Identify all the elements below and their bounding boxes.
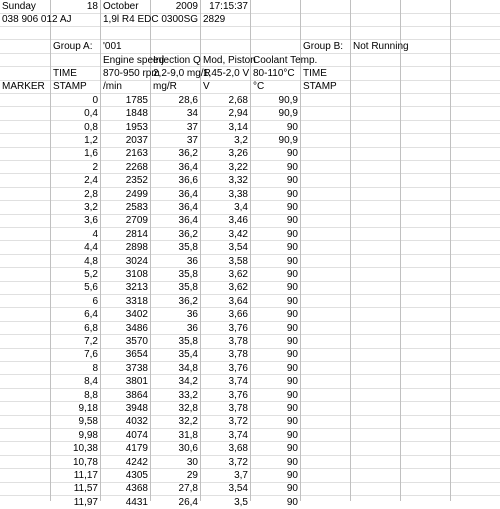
cell-coolant[interactable]: 90 [286,309,298,321]
header-row-1 [0,0,500,13]
cell-piston[interactable]: 3,76 [228,389,248,401]
col-coolant[interactable]: Coolant Temp. [253,54,318,66]
table-row [0,201,500,214]
cell-injection[interactable]: 32,2 [178,416,198,428]
cell-coolant[interactable]: 90,9 [278,108,298,120]
table-row [0,281,500,294]
cell-piston[interactable]: 3,62 [228,269,248,280]
cell-engine[interactable]: 1,9l R4 EDC 0300SG [103,14,199,26]
cell-stamp[interactable]: 7,6 [84,349,98,361]
cell-injection[interactable]: 37 [186,121,198,133]
cell-year[interactable]: 2009 [175,1,198,12]
table-row [0,161,500,174]
cell-engine-speed[interactable]: 2709 [125,215,148,227]
cell-month[interactable]: October [103,1,139,12]
cell-stamp[interactable]: 2,4 [84,175,98,187]
cell-engine-speed[interactable]: 3108 [125,269,148,280]
cell-stamp[interactable]: 11,17 [73,470,98,481]
group-a-value[interactable]: '001 [103,41,122,53]
cell-coolant[interactable]: 90 [286,443,298,455]
cell-piston[interactable]: 3,42 [228,228,248,240]
cell-stamp[interactable]: 0 [92,94,98,106]
table-row [0,308,500,321]
cell-coolant[interactable]: 90 [286,322,298,334]
cell-engine-speed[interactable]: 3654 [125,349,148,361]
cell-stamp[interactable]: 8,8 [84,389,98,401]
table-row [0,469,500,482]
cell-injection[interactable]: 27,8 [178,483,198,495]
cell-engine-speed[interactable]: 3402 [125,309,148,321]
table-row [0,121,500,134]
cell-piston[interactable]: 3,72 [228,456,248,468]
cell-piston[interactable]: 3,7 [234,470,248,481]
cell-piston[interactable]: 3,76 [228,322,248,334]
cell-injection[interactable]: 34 [186,108,198,120]
cell-injection[interactable]: 36 [186,309,198,321]
cell-engine-speed[interactable]: 4179 [125,443,148,455]
cell-injection[interactable]: 31,8 [178,429,198,441]
table-row [0,241,500,254]
cell-coolant[interactable]: 90 [286,228,298,240]
cell-injection[interactable]: 30 [186,456,198,468]
cell-engine-speed[interactable]: 3213 [125,282,148,294]
table-row [0,94,500,107]
table-row [0,295,500,308]
range-coolant[interactable]: 80-110°C [253,68,295,79]
cell-piston[interactable]: 3,76 [228,362,248,374]
cell-part-number[interactable]: 038 906 012 AJ [2,14,72,26]
cell-piston[interactable]: 3,5 [234,496,248,508]
cell-injection[interactable]: 36 [186,322,198,334]
cell-piston[interactable]: 3,2 [234,135,248,146]
cell-stamp[interactable]: 8 [92,362,98,374]
cell-stamp[interactable]: 8,4 [84,376,98,388]
cell-time[interactable]: 17:15:37 [209,1,248,12]
range-speed[interactable]: 870-950 rpm [103,68,160,79]
cell-stamp[interactable]: 5,6 [84,282,98,294]
cell-coolant[interactable]: 90 [286,483,298,495]
cell-code[interactable]: 2829 [203,14,226,26]
cell-injection[interactable]: 30,6 [178,443,198,455]
unit-injection[interactable]: mg/R [153,81,177,93]
group-b-label[interactable]: Group B: [303,41,344,53]
cell-engine-speed[interactable]: 3570 [125,336,148,347]
cell-engine-speed[interactable]: 1953 [125,121,148,133]
cell-injection[interactable]: 33,2 [178,389,198,401]
cell-injection[interactable]: 36,4 [178,188,198,200]
cell-piston[interactable]: 3,74 [228,429,248,441]
cell-coolant[interactable]: 90 [286,161,298,173]
cell-day[interactable]: Sunday [2,1,36,12]
table-row [0,402,500,415]
table-row [0,134,500,147]
cell-stamp[interactable]: 9,18 [78,403,98,414]
cell-stamp[interactable]: 0,8 [84,121,98,133]
cell-coolant[interactable]: 90 [286,362,298,374]
cell-stamp[interactable]: 11,97 [73,496,98,508]
cell-engine-speed[interactable]: 4431 [125,496,148,508]
cell-engine-speed[interactable]: 2352 [125,175,148,187]
cell-injection[interactable]: 35,8 [178,282,198,294]
table-row [0,348,500,361]
cell-piston[interactable]: 3,22 [228,161,248,173]
table-row [0,442,500,455]
table-row [0,389,500,402]
table-row [0,375,500,388]
cell-coolant[interactable]: 90 [286,175,298,187]
cell-engine-speed[interactable]: 1848 [125,108,148,120]
cell-stamp[interactable]: 6,8 [84,322,98,334]
range-piston[interactable]: 1,45-2,0 V [203,68,250,79]
cell-stamp[interactable]: 9,58 [78,416,98,428]
cell-piston[interactable]: 2,94 [228,108,248,120]
cell-coolant[interactable]: 90 [286,429,298,441]
cell-engine-speed[interactable]: 3801 [125,376,148,388]
table-row [0,214,500,227]
cell-injection[interactable]: 36,2 [178,228,198,240]
table-row [0,188,500,201]
unit-coolant[interactable]: °C [253,81,265,93]
cell-piston[interactable]: 3,32 [228,175,248,187]
cell-piston[interactable]: 3,54 [228,242,248,254]
cell-injection[interactable]: 35,8 [178,269,198,280]
cell-piston[interactable]: 3,78 [228,403,248,414]
cell-injection[interactable]: 35,4 [178,349,198,361]
cell-coolant[interactable]: 90 [286,269,298,280]
table-row [0,255,500,268]
cell-injection[interactable]: 36,2 [178,295,198,307]
cell-injection[interactable]: 34,2 [178,376,198,388]
cell-coolant[interactable]: 90 [286,255,298,267]
cell-coolant[interactable]: 90 [286,202,298,213]
cell-piston[interactable]: 3,58 [228,255,248,267]
cell-coolant[interactable]: 90 [286,295,298,307]
cell-engine-speed[interactable]: 2268 [125,161,148,173]
cell-coolant[interactable]: 90 [286,389,298,401]
cell-engine-speed[interactable]: 4368 [125,483,148,495]
cell-engine-speed[interactable]: 4305 [125,470,148,481]
cell-piston[interactable]: 3,78 [228,336,248,347]
cell-coolant[interactable]: 90,9 [278,135,298,146]
table-row [0,228,500,241]
cell-stamp[interactable]: 0,4 [84,108,98,120]
col-piston[interactable]: Mod, Piston [203,54,256,66]
cell-stamp[interactable]: 6,4 [84,309,98,321]
cell-stamp[interactable]: 4 [92,228,98,240]
table-row [0,335,500,348]
cell-injection[interactable]: 36,4 [178,215,198,227]
cell-injection[interactable]: 35,8 [178,242,198,254]
cell-engine-speed[interactable]: 2037 [125,135,148,146]
cell-piston[interactable]: 3,46 [228,215,248,227]
cell-injection[interactable]: 36,4 [178,202,198,213]
cell-stamp[interactable]: 9,98 [78,429,98,441]
table-row [0,415,500,428]
cell-injection[interactable]: 34,8 [178,362,198,374]
column-range-row [0,67,500,80]
cell-piston[interactable]: 3,72 [228,416,248,428]
cell-stamp[interactable]: 2 [92,161,98,173]
table-row [0,456,500,469]
cell-coolant[interactable]: 90 [286,121,298,133]
cell-piston[interactable]: 3,68 [228,443,248,455]
cell-coolant[interactable]: 90 [286,336,298,347]
cell-piston[interactable]: 3,4 [234,202,248,213]
cell-engine-speed[interactable]: 2583 [125,202,148,213]
group-row [0,40,500,53]
header-row-2 [0,13,500,26]
cell-injection[interactable]: 36,4 [178,161,198,173]
cell-injection[interactable]: 29 [186,470,198,481]
cell-piston[interactable]: 3,74 [228,376,248,388]
col-stamp[interactable]: STAMP [53,81,87,93]
cell-coolant[interactable]: 90 [286,416,298,428]
cell-coolant[interactable]: 90 [286,242,298,254]
cell-injection[interactable]: 32,8 [178,403,198,414]
cell-injection[interactable]: 35,8 [178,336,198,347]
cell-stamp[interactable]: 1,2 [84,135,98,146]
cell-piston[interactable]: 3,64 [228,295,248,307]
cell-stamp[interactable]: 5,2 [84,269,98,280]
cell-stamp[interactable]: 4,8 [84,255,98,267]
cell-stamp[interactable]: 3,6 [84,215,98,227]
cell-engine-speed[interactable]: 3486 [125,322,148,334]
cell-engine-speed[interactable]: 3738 [125,362,148,374]
cell-stamp[interactable]: 11,57 [73,483,98,495]
cell-stamp[interactable]: 4,4 [84,242,98,254]
cell-coolant[interactable]: 90 [286,282,298,294]
col-injection[interactable]: Injection Q [153,54,201,66]
cell-injection[interactable]: 36 [186,255,198,267]
cell-piston[interactable]: 3,66 [228,309,248,321]
cell-date-num[interactable]: 18 [86,1,98,12]
cell-stamp[interactable]: 3,2 [84,202,98,213]
table-row [0,147,500,160]
cell-engine-speed[interactable]: 1785 [125,94,148,106]
cell-stamp[interactable]: 10,78 [72,456,98,468]
cell-engine-speed[interactable]: 4032 [125,416,148,428]
table-row [0,174,500,187]
table-row [0,268,500,281]
cell-piston[interactable]: 3,54 [228,483,248,495]
cell-engine-speed[interactable]: 3318 [125,295,148,307]
cell-stamp[interactable]: 2,8 [84,188,98,200]
table-row [0,107,500,120]
cell-coolant[interactable]: 90 [286,349,298,361]
col-time-label[interactable]: TIME [53,68,77,79]
cell-engine-speed[interactable]: 3864 [125,389,148,401]
cell-stamp[interactable]: 10,38 [72,443,98,455]
cell-coolant[interactable]: 90 [286,215,298,227]
table-row [0,322,500,335]
unit-speed[interactable]: /min [103,81,122,93]
cell-coolant[interactable]: 90 [286,403,298,414]
cell-coolant[interactable]: 90 [286,456,298,468]
range-injection[interactable]: 2,2-9,0 mg/R [153,68,211,79]
unit-piston[interactable]: V [203,81,210,93]
table-row [0,496,500,509]
cell-engine-speed[interactable]: 2814 [125,228,148,240]
cell-stamp[interactable]: 7,2 [84,336,98,347]
cell-injection[interactable]: 28,6 [178,94,198,106]
col-marker[interactable]: MARKER [2,81,45,93]
col-engine-speed[interactable]: Engine speed [103,54,165,66]
table-row [0,482,500,495]
group-b-value[interactable]: Not Running [353,41,409,53]
cell-stamp[interactable]: 1,6 [84,148,98,160]
cell-engine-speed[interactable]: 3948 [125,403,148,414]
cell-injection[interactable]: 26,4 [178,496,198,508]
col-time-label-b[interactable]: TIME [303,68,327,79]
group-a-label[interactable]: Group A: [53,41,93,53]
cell-piston[interactable]: 3,26 [228,148,248,160]
cell-engine-speed[interactable]: 4242 [125,456,148,468]
cell-engine-speed[interactable]: 2163 [125,148,148,160]
table-row [0,429,500,442]
cell-stamp[interactable]: 6 [92,295,98,307]
cell-injection[interactable]: 36,6 [178,175,198,187]
cell-injection[interactable]: 36,2 [178,148,198,160]
cell-engine-speed[interactable]: 3024 [125,255,148,267]
cell-piston[interactable]: 3,78 [228,349,248,361]
col-stamp-b[interactable]: STAMP [303,81,337,93]
cell-piston[interactable]: 3,38 [228,188,248,200]
table-row [0,362,500,375]
cell-piston[interactable]: 3,62 [228,282,248,294]
cell-piston[interactable]: 3,14 [228,121,248,133]
cell-engine-speed[interactable]: 2898 [125,242,148,254]
cell-injection[interactable]: 37 [186,135,198,146]
cell-engine-speed[interactable]: 4074 [125,429,148,441]
cell-engine-speed[interactable]: 2499 [125,188,148,200]
column-unit-row [0,80,500,93]
cell-piston[interactable]: 2,68 [228,94,248,106]
column-title-row [0,54,500,67]
cell-coolant[interactable]: 90 [286,148,298,160]
cell-coolant[interactable]: 90 [286,376,298,388]
cell-coolant[interactable]: 90 [286,470,298,481]
cell-coolant[interactable]: 90 [286,496,298,508]
cell-coolant[interactable]: 90 [286,188,298,200]
cell-coolant[interactable]: 90,9 [278,94,298,106]
